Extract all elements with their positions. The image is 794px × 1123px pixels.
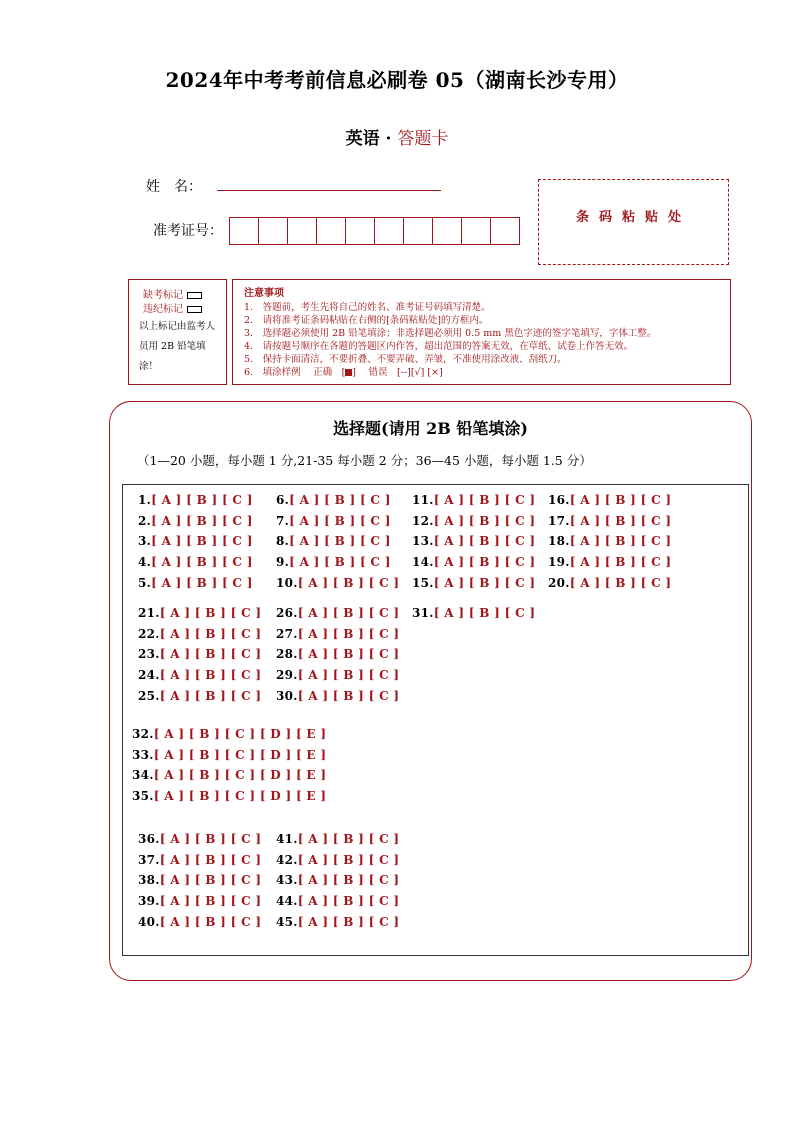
answer-options[interactable]: [ A ] [ B ] [ C ]: [297, 832, 400, 846]
question-item[interactable]: [138, 915, 261, 929]
question-number: 42.: [276, 852, 298, 867]
violation-mark[interactable]: [187, 306, 202, 313]
question-item[interactable]: [276, 915, 399, 929]
question-number: 44.: [276, 894, 298, 909]
answer-options[interactable]: [ A ] [ B ] [ C ]: [159, 894, 262, 909]
answer-options[interactable]: [ A ] [ B ] [ C ]: [297, 575, 400, 590]
question-number: 36.: [138, 832, 160, 846]
exam-id-digit-box[interactable]: [345, 217, 375, 245]
question-number: 31.: [412, 606, 434, 620]
question-number: 19.: [548, 555, 570, 570]
question-number: 45.: [276, 914, 298, 929]
answer-options[interactable]: [ A ] [ B ] [ C ] [ D ] [ E ]: [153, 768, 327, 783]
answer-options[interactable]: [ A ] [ B ] [ C ]: [297, 894, 400, 909]
answer-options[interactable]: [ A ] [ B ] [ C ]: [569, 534, 672, 549]
answer-options[interactable]: [ A ] [ B ] [ C ]: [159, 668, 262, 683]
page-title: 2024年中考考前信息必刷卷 05（湖南长沙专用）: [165, 68, 629, 92]
answer-options[interactable]: [ A ] [ B ] [ C ]: [289, 534, 391, 549]
question-number: 20.: [548, 575, 570, 590]
card-name: 答题卡: [397, 129, 449, 149]
answer-options[interactable]: [ A ] [ B ] [ C ]: [159, 688, 262, 703]
question-number: 17.: [548, 513, 570, 528]
exam-id-digit-box[interactable]: [403, 217, 433, 245]
question-item[interactable]: [276, 853, 399, 867]
question-item[interactable]: [138, 689, 261, 703]
question-number: 11.: [412, 493, 434, 507]
answer-options[interactable]: [ A ] [ B ] [ C ]: [151, 575, 253, 590]
question-item[interactable]: [138, 534, 253, 548]
question-number: 37.: [138, 852, 160, 867]
question-item[interactable]: [412, 534, 535, 548]
question-item[interactable]: [138, 576, 253, 590]
question-number: 5.: [138, 575, 152, 590]
answer-options[interactable]: [ A ] [ B ] [ C ]: [297, 852, 400, 867]
notice-box: [232, 279, 731, 385]
question-item[interactable]: [276, 894, 399, 908]
question-number: 18.: [548, 534, 570, 549]
question-number: 10.: [276, 575, 298, 590]
question-number: 1.: [138, 493, 152, 507]
question-item[interactable]: [548, 534, 671, 548]
barcode-area: [538, 179, 729, 265]
subtitle: [0, 124, 794, 149]
question-item[interactable]: [276, 873, 399, 887]
question-item[interactable]: [138, 832, 261, 846]
exam-id-digit-box[interactable]: [432, 217, 462, 245]
question-number: 33.: [132, 747, 154, 762]
answer-options[interactable]: [ A ] [ B ] [ C ]: [569, 555, 672, 570]
answer-options[interactable]: [ A ] [ B ] [ C ]: [569, 493, 672, 507]
answer-options[interactable]: [ A ] [ B ] [ C ]: [289, 555, 391, 570]
answer-options[interactable]: [ A ] [ B ] [ C ]: [159, 832, 262, 846]
question-number: 40.: [138, 914, 160, 929]
question-number: 35.: [132, 789, 154, 804]
exam-id-digit-box[interactable]: [461, 217, 491, 245]
answer-options[interactable]: [ A ] [ B ] [ C ]: [297, 647, 400, 662]
answer-options[interactable]: [ A ] [ B ] [ C ]: [151, 493, 253, 507]
question-number: 7.: [276, 513, 290, 528]
notice-item: 3. 选择题必须使用 2B 铅笔填涂；非选择题必须用 0.5 mm 黑色字迹的签字笔填写，字体工整。: [244, 328, 657, 339]
question-item[interactable]: [276, 832, 399, 846]
question-number: 30.: [276, 688, 298, 703]
answer-options[interactable]: [ A ] [ B ] [ C ]: [297, 688, 400, 703]
question-item[interactable]: [412, 555, 535, 569]
question-item[interactable]: [138, 627, 261, 641]
question-number: 8.: [276, 534, 290, 549]
violation-label: 违纪标记: [143, 304, 183, 315]
question-item[interactable]: [132, 768, 326, 782]
answer-options[interactable]: [ A ] [ B ] [ C ]: [297, 914, 400, 929]
question-item[interactable]: [276, 555, 391, 569]
barcode-label: 条码粘贴处: [575, 209, 691, 225]
question-number: 22.: [138, 626, 160, 641]
question-item[interactable]: [132, 727, 326, 741]
question-item[interactable]: [138, 668, 261, 682]
question-item[interactable]: [138, 894, 261, 908]
question-number: 39.: [138, 894, 160, 909]
answer-options[interactable]: [ A ] [ B ] [ C ]: [433, 493, 536, 507]
exam-id-digit-box[interactable]: [374, 217, 404, 245]
question-item[interactable]: [132, 789, 326, 803]
name-label: 姓 名：: [146, 179, 202, 195]
notice-item: 4. 请按题号顺序在各题的答题区内作答，超出范围的答案无效，在草纸、试卷上作答无效。: [244, 341, 634, 352]
answer-options[interactable]: [ A ] [ B ] [ C ]: [297, 668, 400, 683]
question-item[interactable]: [548, 493, 671, 507]
question-number: 12.: [412, 513, 434, 528]
question-item[interactable]: [276, 534, 391, 548]
question-number: 43.: [276, 873, 298, 888]
answer-options[interactable]: [ A ] [ B ] [ C ]: [433, 606, 536, 620]
absent-mark-box: [128, 279, 227, 385]
question-number: 13.: [412, 534, 434, 549]
answer-options[interactable]: [ A ] [ B ] [ C ]: [433, 534, 536, 549]
answer-options[interactable]: [ A ] [ B ] [ C ]: [159, 606, 262, 620]
notice-item: 1. 答题前，考生先将自己的姓名、准考证号码填写清楚。: [244, 302, 491, 313]
question-number: 16.: [548, 493, 570, 507]
answer-options[interactable]: [ A ] [ B ] [ C ]: [159, 914, 262, 929]
sample-middle: ] 错误 [--][√] [×]: [352, 367, 443, 378]
exam-id-digit-box[interactable]: [316, 217, 346, 245]
answer-options[interactable]: [ A ] [ B ] [ C ]: [289, 493, 391, 507]
question-number: 27.: [276, 626, 298, 641]
question-number: 32.: [132, 727, 154, 741]
question-item[interactable]: [548, 576, 671, 590]
answer-options[interactable]: [ A ] [ B ] [ C ]: [433, 575, 536, 590]
absent-note: 以上标记由监考人员用 2B 铅笔填涂！: [139, 321, 216, 372]
answer-options[interactable]: [ A ] [ B ] [ C ] [ D ] [ E ]: [153, 789, 327, 804]
question-number: 38.: [138, 873, 160, 888]
answer-options[interactable]: [ A ] [ B ] [ C ]: [297, 606, 400, 620]
choice-instructions: （1—20 小题，每小题 1 分,21-35 每小题 2 分；36—45 小题，每小题 1.5 分）: [137, 453, 592, 468]
question-item[interactable]: [138, 647, 261, 661]
question-item[interactable]: [276, 606, 399, 620]
question-item[interactable]: [138, 514, 253, 528]
question-number: 24.: [138, 668, 160, 683]
exam-id-label: 准考证号：: [153, 223, 223, 239]
question-item[interactable]: [138, 555, 253, 569]
question-number: 25.: [138, 688, 160, 703]
answer-options[interactable]: [ A ] [ B ] [ C ]: [569, 513, 672, 528]
question-item[interactable]: [276, 576, 399, 590]
question-item[interactable]: [276, 493, 391, 507]
question-item[interactable]: [548, 514, 671, 528]
question-item[interactable]: [548, 555, 671, 569]
question-number: 41.: [276, 832, 298, 846]
notice-item: 5. 保持卡面清洁，不要折叠、不要弄破、弄皱，不准使用涂改液、刮纸刀。: [244, 354, 567, 365]
question-item[interactable]: [138, 606, 261, 620]
exam-id-digit-box[interactable]: [258, 217, 288, 245]
question-item[interactable]: [276, 689, 399, 703]
question-number: 6.: [276, 493, 290, 507]
question-number: 15.: [412, 575, 434, 590]
notice-item: 2. 请将准考证条码粘贴在右侧的[条码粘贴处]的方框内。: [244, 315, 489, 326]
answer-options[interactable]: [ A ] [ B ] [ C ]: [159, 626, 262, 641]
answer-options[interactable]: [ A ] [ B ] [ C ] [ D ] [ E ]: [153, 727, 327, 741]
answer-options[interactable]: [ A ] [ B ] [ C ]: [151, 555, 253, 570]
question-item[interactable]: [132, 748, 326, 762]
answer-options[interactable]: [ A ] [ B ] [ C ]: [151, 534, 253, 549]
exam-id-digit-box[interactable]: [229, 217, 259, 245]
question-number: 2.: [138, 513, 152, 528]
question-item[interactable]: [412, 514, 535, 528]
answer-options[interactable]: [ A ] [ B ] [ C ]: [159, 873, 262, 888]
absent-mark[interactable]: [187, 292, 202, 299]
question-number: 3.: [138, 534, 152, 549]
question-number: 29.: [276, 668, 298, 683]
question-item[interactable]: [412, 576, 535, 590]
answer-options[interactable]: [ A ] [ B ] [ C ]: [159, 852, 262, 867]
question-item[interactable]: [276, 514, 391, 528]
absent-label: 缺考标记: [143, 290, 183, 301]
choice-title: 选择题(请用 2B 铅笔填涂): [333, 419, 528, 438]
question-item[interactable]: [276, 627, 399, 641]
question-number: 21.: [138, 606, 160, 620]
sample-prefix: 6. 填涂样例 正确 [: [244, 367, 346, 378]
answer-options[interactable]: [ A ] [ B ] [ C ]: [297, 626, 400, 641]
answer-options[interactable]: [ A ] [ B ] [ C ]: [151, 513, 253, 528]
question-number: 4.: [138, 555, 152, 570]
question-item[interactable]: [138, 493, 253, 507]
exam-id-boxes[interactable]: [229, 217, 519, 245]
answer-options[interactable]: [ A ] [ B ] [ C ]: [289, 513, 391, 528]
name-field[interactable]: [217, 190, 441, 191]
exam-id-digit-box[interactable]: [490, 217, 520, 245]
question-number: 9.: [276, 555, 290, 570]
answer-options[interactable]: [ A ] [ B ] [ C ]: [433, 555, 536, 570]
notice-heading: 注意事项: [244, 288, 284, 299]
question-item[interactable]: [138, 873, 261, 887]
question-number: 14.: [412, 555, 434, 570]
question-item[interactable]: [276, 668, 399, 682]
question-item[interactable]: [412, 606, 535, 620]
question-number: 23.: [138, 647, 160, 662]
answer-options[interactable]: [ A ] [ B ] [ C ] [ D ] [ E ]: [153, 747, 327, 762]
notice-sample: [244, 366, 730, 379]
question-item[interactable]: [138, 853, 261, 867]
answer-options[interactable]: [ A ] [ B ] [ C ]: [159, 647, 262, 662]
question-number: 34.: [132, 768, 154, 783]
answer-options[interactable]: [ A ] [ B ] [ C ]: [433, 513, 536, 528]
question-item[interactable]: [276, 647, 399, 661]
answer-options[interactable]: [ A ] [ B ] [ C ]: [297, 873, 400, 888]
question-number: 28.: [276, 647, 298, 662]
answer-options[interactable]: [ A ] [ B ] [ C ]: [569, 575, 672, 590]
question-number: 26.: [276, 606, 298, 620]
question-item[interactable]: [412, 493, 535, 507]
exam-id-digit-box[interactable]: [287, 217, 317, 245]
subject-label: 英语 ·: [345, 129, 398, 149]
